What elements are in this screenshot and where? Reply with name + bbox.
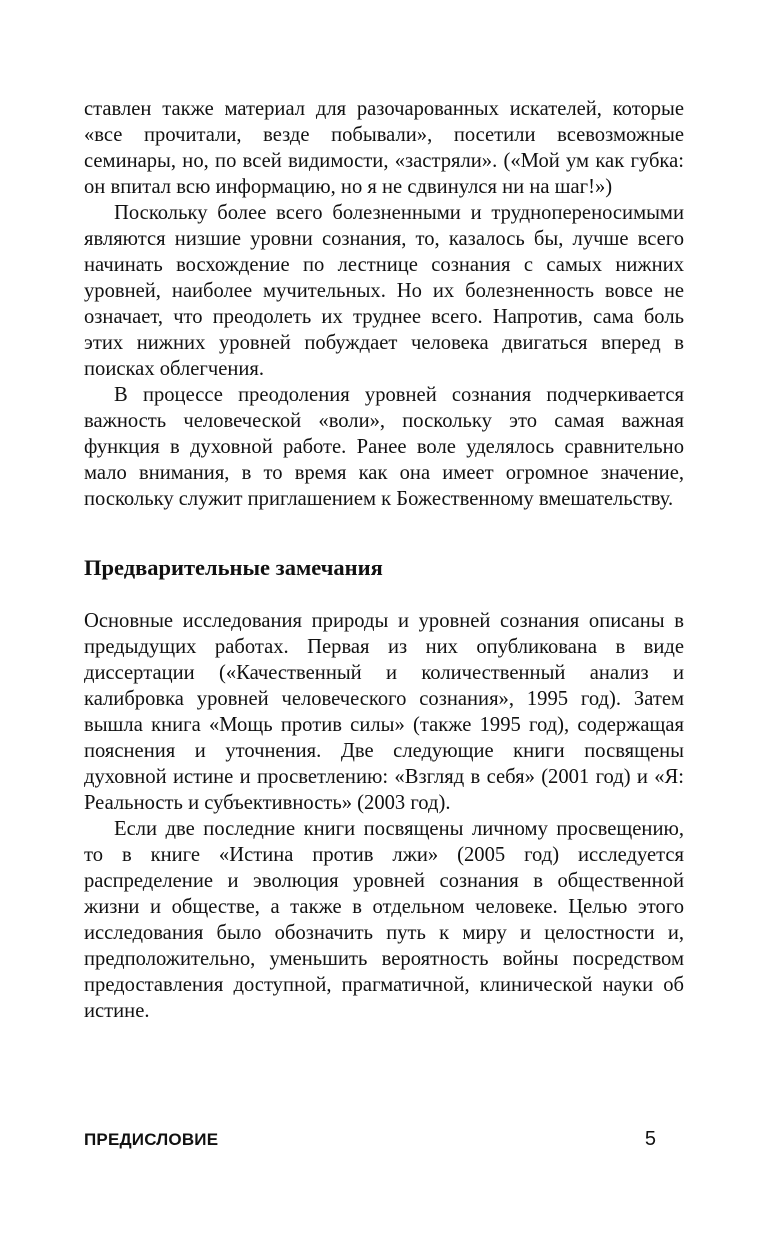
paragraph: Если две последние книги посвящены личному просвещению, то в книге «Истина против лжи» (2005 год) исследуется распределение и эволюция уровней сознания в общественной жизни и обществе, а также в отдельном человеке. Целью этого исследования было обозначить путь к миру и целостности и, предположительно, уменьшить вероятность войны посредством предоставления доступной, прагматичной, клинической науки об истине. [84, 818, 684, 1022]
paragraph: Основные исследования природы и уровней сознания описаны в предыдущих работах. Первая из них опубликована в виде диссертации («Качественный и количественный анализ и калибровка уровней человеческого сознания», 1995 год). Затем вышла книга «Мощь против силы» (также 1995 год), содержащая пояснения и уточнения. Две следующие книги посвящены духовной истине и просветлению: «Взгляд в себя» (2001 год) и «Я: Реальность и субъективность» (2003 год). [84, 610, 684, 814]
running-head: ПРЕДИСЛОВИЕ [84, 1130, 219, 1149]
page-number: 5 [644, 1128, 656, 1150]
paragraph: Поскольку более всего болезненными и труднопереносимыми являются низшие уровни сознания, то, казалось бы, лучше всего начинать восхождение по лестнице сознания с самых нижних уровней, наиболее мучительных. Но их болезненность вовсе не означает, что преодолеть их труднее всего. Напротив, сама боль этих нижних уровней побуждает человека двигаться вперед в поисках облегчения. [84, 202, 684, 380]
paragraph: В процессе преодоления уровней сознания подчеркивается важность человеческой «воли», поскольку это самая важная функция в духовной работе. Ранее воле уделялось сравнительно мало внимания, в то время как она имеет огромное значение, поскольку служит приглашением к Божественному вмешательству. [84, 384, 684, 510]
section-heading: Предварительные замечания [84, 555, 383, 580]
page-footer [84, 1128, 656, 1151]
page-body [84, 96, 684, 1024]
paragraph-continued: ставлен также материал для разочарованных искателей, которые «все прочитали, везде побывали», посетили всевозможные семинары, но, по всей видимости, «застряли». («Мой ум как губка: он впитал всю информацию, но я не сдвинулся ни на шаг!») [84, 98, 684, 198]
